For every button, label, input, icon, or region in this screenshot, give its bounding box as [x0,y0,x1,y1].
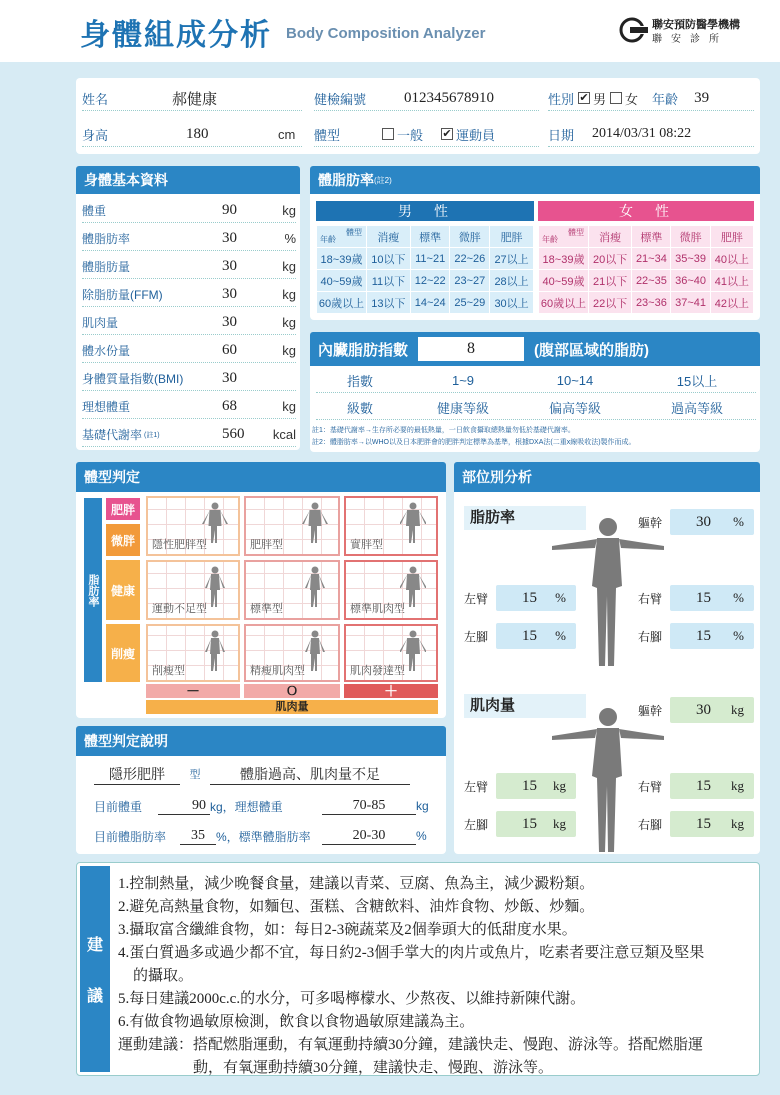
table-header: 微胖 [671,226,710,248]
table-header: 肥胖 [490,226,534,248]
table-cell: 14~24 [410,292,450,314]
bodytype-cell [344,496,438,556]
basic-row-value: 30 [222,369,237,386]
explain-type: 隱形肥胖 [94,764,180,785]
basic-row-label: 體水份量 [82,343,131,358]
age-label: 年齡 [652,91,679,107]
fat-right_arm-label: 右臂 [638,592,663,606]
athlete-checkbox[interactable]: ✔ [442,128,452,140]
body-type-row [314,122,539,146]
table-cell: 37~41 [671,292,710,314]
muscle-right_leg-label: 右腳 [638,818,663,832]
male-bodyfat-table [316,225,534,314]
table-cell: 21~34 [632,248,671,270]
bodytype-cell [146,496,240,556]
advice-line: 5.每日建議2000c.c.的水分，可多喝檸檬水、少熬夜、以維持新陳代謝。 [118,991,586,1007]
table-cell: 22~35 [632,270,671,292]
segment-title: 部位別分析 [454,462,760,492]
table-cell: 22~26 [450,248,490,270]
fat-trunk-value: 30 % [670,509,754,535]
fat-right_leg-value: 15 % [670,623,754,649]
basic-row-label: 肌肉量 [82,315,119,330]
basic-title: 身體基本資料 [76,166,300,194]
table-cell: 22以下 [589,292,632,314]
bodytype-cell-label: 肌肉發達型 [350,665,405,677]
fat-trunk-label: 軀幹 [638,516,663,530]
fat-right_leg-label: 右腳 [638,630,663,644]
bodytype-cell [244,560,340,620]
advice-line: 1.控制熱量，減少晚餐食量，建議以青菜、豆腐、魚為主，減少澱粉類。 [118,876,595,892]
bodytype-cell [344,560,438,620]
body-silhouette-icon [302,502,328,544]
basic-row-label: 除脂肪量(FFM) [82,287,163,302]
basic-row-label: 體脂肪率 [82,231,131,246]
table-cell: 13以下 [367,292,411,314]
table-cell: 40以上 [710,248,753,270]
basic-row-unit: kg [282,398,296,414]
basic-row-label: 基礎代謝率 [82,427,143,442]
male-checkbox[interactable]: ✔ [579,92,589,104]
note-1: 註1：基礎代謝率→生存所必要的最低熱量，一日飲食攝取總熱量勿低於基礎代謝率。 [312,427,575,434]
note-2: 註2：體脂肪率→以WHO以及日本肥胖會的肥胖判定標準為基準，根據DXA法(二重x線吸收法)製作而成。 [312,439,636,446]
org-clinic: 聯安診所 [652,34,728,45]
basic-row [82,310,296,334]
row-obese: 肥胖 [106,498,140,520]
female-bodyfat-table [538,225,754,314]
male-header: 男 性 [316,201,534,221]
table-cell: 36~40 [671,270,710,292]
table-cell: 42以上 [710,292,753,314]
table-corner: 體型 年齡 [317,226,367,248]
bodytype-cell-label: 肥胖型 [250,539,283,551]
female-label: 女 [625,91,639,107]
row-overweight: 微胖 [106,524,140,556]
basic-row [82,198,296,222]
explain-fat-row: 目前體脂肪率 35 %，標準體脂肪率 20-30 % [94,827,427,844]
bodytype-cell-label: 標準肌肉型 [350,603,405,615]
height-value: 180 [186,125,209,142]
muscle-section-label: 肌肉量 [464,694,586,718]
name-label: 姓名 [82,91,109,107]
body-silhouette-icon [400,502,426,544]
muscle-right_arm-value: 15 kg [670,773,754,799]
basic-row-label: 理想體重 [82,399,131,414]
fat-left_arm-value: 15 % [496,585,576,611]
table-age: 18~39歲 [539,248,589,270]
visceral-index-row: 指數 1~9 10~14 15以上 [346,372,718,389]
row-healthy: 健康 [106,560,140,620]
sex-label: 性別 [548,91,575,107]
visceral-value: 8 [418,337,524,361]
male-label: 男 [593,91,607,107]
explain-type-row: 隱形肥胖 型 體脂過高、肌肉量不足 [94,764,434,784]
basic-row-unit: kg [282,314,296,330]
height-label: 身高 [82,127,109,143]
table-cell: 20以下 [589,248,632,270]
basic-row-value: 68 [222,397,237,414]
basic-row-label: 體脂肪量 [82,259,131,274]
bmr-note: (註1) [144,432,160,439]
name-value: 郝健康 [172,91,218,108]
table-cell: 41以上 [710,270,753,292]
bodytype-cell [146,560,240,620]
advice-label: 建 議 [80,866,110,1072]
table-header: 標準 [410,226,450,248]
fat-left_arm-label: 左臂 [464,592,489,606]
bodytype-cell [244,496,340,556]
female-checkbox[interactable] [610,92,622,104]
table-age: 60歲以上 [317,292,367,314]
bodytype-cell [344,624,438,682]
age-value: 39 [694,89,710,106]
table-age: 60歲以上 [539,292,589,314]
advice-line: 4.蛋白質過多或過少都不宜，每日約2-3個手掌大的肉片或魚片，吃素者要注意豆類及堅果 [118,945,705,961]
bodytype-title: 體型判定 [76,462,446,492]
advice-line: 運動建議：搭配燃脂運動，有氧運動持續30分鐘，建議快走、慢跑、游泳等。搭配燃脂運 [118,1037,704,1053]
bodytype-cell-label: 削瘦型 [152,665,185,677]
table-cell: 21以下 [589,270,632,292]
basic-row-label: 身體質量指數(BMI) [82,371,184,386]
x-plus: ＋ [344,684,438,698]
basic-row-value: 30 [222,257,237,274]
basic-row-value: 30 [222,229,237,246]
muscle-left_arm-value: 15 kg [496,773,576,799]
table-cell: 10以下 [367,248,411,270]
explain-desc: 體脂過高、肌肉量不足 [210,764,410,785]
basic-row [82,226,296,250]
fat-left_leg-label: 左腳 [464,630,489,644]
body-type-label: 體型 [314,127,341,143]
muscle-right_leg-value: 15 kg [670,811,754,837]
id-value: 012345678910 [404,89,494,106]
table-cell: 28以上 [490,270,534,292]
basic-row-unit: kg [282,258,296,274]
height-row [82,122,302,146]
visceral-header: 內臟脂肪指數 8 (腹部區域的脂肪) [310,332,760,366]
muscle-left_leg-label: 左腳 [464,818,489,832]
table-cell: 11以下 [367,270,411,292]
x-minus: － [146,684,240,698]
bodyfat-title: 體脂肪率 (註2) [310,166,760,194]
general-label: 一般 [397,127,424,143]
bodytype-cell-label: 實胖型 [350,539,383,551]
visceral-level-row: 級數 健康等級 偏高等級 過高等級 [346,400,723,416]
advice-line: 2.避免高熱量食物，如麵包、蛋糕、含糖飲料、油炸食物、炒飯、炒麵。 [118,899,595,915]
table-cell: 11~21 [410,248,450,270]
advice-line: 6.有做食物過敏原檢測，飲食以食物過敏原建議為主。 [118,1014,475,1030]
x-normal: Ｏ [244,684,340,698]
bodytype-cell-label: 運動不足型 [152,603,207,615]
basic-row [82,338,296,362]
id-row [314,86,539,110]
bodytype-cell-label: 精瘦肌肉型 [250,665,305,677]
name-row [82,86,302,110]
table-age: 40~59歲 [539,270,589,292]
basic-row-value: 30 [222,313,237,330]
org-name: 聯安預防醫學機構 [652,19,740,31]
table-cell: 23~36 [632,292,671,314]
date-row [548,122,754,146]
table-cell: 27以上 [490,248,534,270]
muscle-left_arm-label: 左臂 [464,780,489,794]
body-silhouette-icon [202,630,228,672]
table-cell: 12~22 [410,270,450,292]
table-age: 18~39歲 [317,248,367,270]
basic-row [82,254,296,278]
explain-weight-row: 目前體重 90 kg，理想體重 70-85 kg [94,797,429,814]
date-label: 日期 [548,127,575,143]
table-header: 肥胖 [710,226,753,248]
page-title: 身體組成分析 [80,18,272,53]
female-header: 女 性 [538,201,754,221]
table-header: 標準 [632,226,671,248]
basic-row-unit: kg [282,286,296,302]
advice-line: 的攝取。 [118,968,194,984]
basic-row-value: 90 [222,201,237,218]
table-cell: 23~27 [450,270,490,292]
basic-row [82,366,296,390]
table-cell: 30以上 [490,292,534,314]
muscle-trunk-value: 30 kg [670,697,754,723]
id-label: 健檢編號 [314,91,367,107]
basic-row-unit: kcal [272,426,296,442]
basic-row [82,282,296,306]
basic-row-value: 560 [222,425,245,442]
explain-title: 體型判定說明 [76,726,446,756]
body-silhouette-icon [302,566,328,608]
row-thin: 削瘦 [106,624,140,682]
table-cell: 35~39 [671,248,710,270]
table-header: 消瘦 [367,226,411,248]
general-checkbox[interactable] [382,128,394,140]
body-silhouette-icon [302,630,328,672]
fat-right_arm-value: 15 % [670,585,754,611]
height-unit: cm [278,126,296,142]
basic-row [82,422,296,446]
date-value: 2014/03/31 08:22 [592,126,692,141]
table-age: 40~59歲 [317,270,367,292]
table-corner: 體型 年齡 [539,226,589,248]
basic-row [82,394,296,418]
table-header: 消瘦 [589,226,632,248]
advice-line: 3.攝取富含纖維食物，如：每日2-3碗蔬菜及2個拳頭大的低甜度水果。 [118,922,577,938]
muscle-left_leg-value: 15 kg [496,811,576,837]
fat-left_leg-value: 15 % [496,623,576,649]
basic-row-unit: % [284,230,296,246]
sex-age-row [548,86,754,110]
bodytype-cell-label: 隱性肥胖型 [152,539,207,551]
bodytype-cell [244,624,340,682]
fat-section-label: 脂肪率 [464,506,586,530]
bodytype-cell-label: 標準型 [250,603,283,615]
x-axis-label: 肌肉量 [146,700,438,714]
basic-row-value: 60 [222,341,237,358]
basic-row-value: 30 [222,285,237,302]
page-subtitle: Body Composition Analyzer [286,25,486,42]
basic-row-label: 體重 [82,203,107,218]
bodytype-cell [146,624,240,682]
athlete-label: 運動員 [456,127,496,143]
table-cell: 25~29 [450,292,490,314]
basic-row-unit: kg [282,202,296,218]
muscle-trunk-label: 軀幹 [638,704,663,718]
advice-line: 動，有氧運動持續30分鐘，建議快走、慢跑、游泳等。 [118,1060,554,1076]
clinic-logo-icon [618,16,648,44]
basic-row-unit: kg [282,342,296,358]
y-axis-label: 脂肪率 [84,498,102,682]
muscle-right_arm-label: 右臂 [638,780,663,794]
table-header: 微胖 [450,226,490,248]
